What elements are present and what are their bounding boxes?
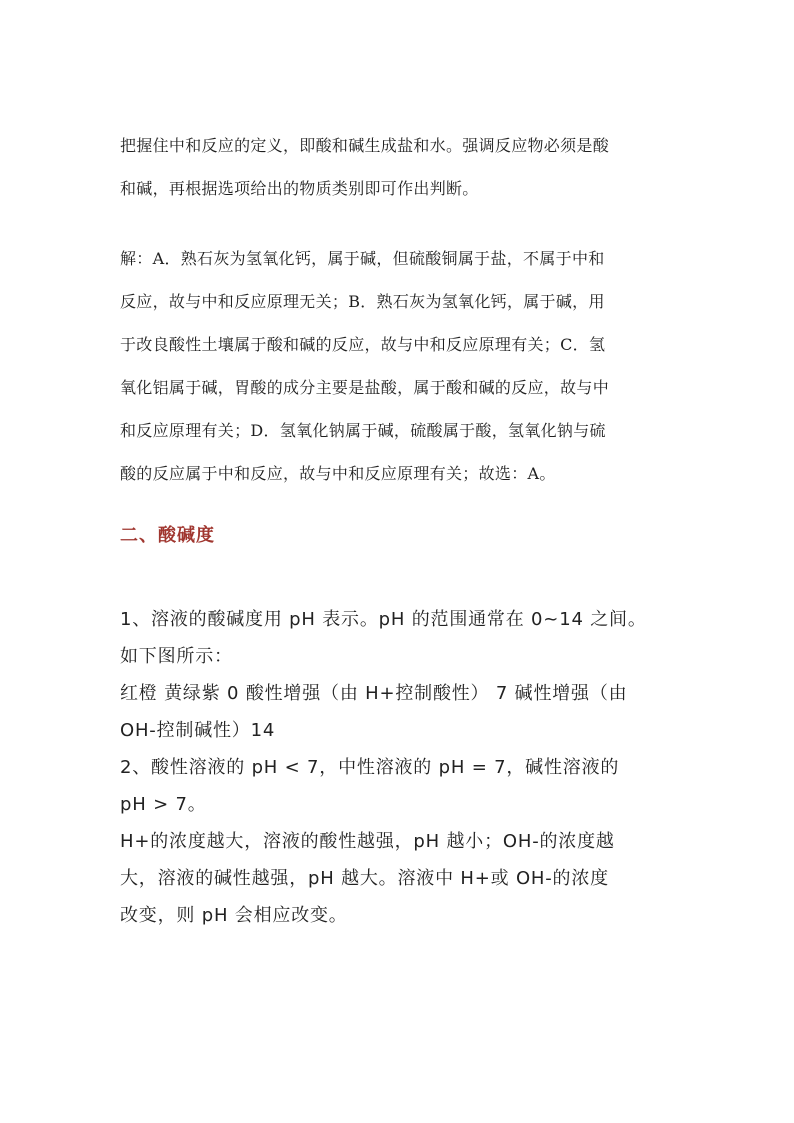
paragraph-gap	[120, 210, 690, 237]
analysis-block	[120, 124, 690, 495]
analysis-line: 把握住中和反应的定义，即酸和碱生成盐和水。强调反应物必须是酸	[120, 136, 610, 155]
section-heading: 二、酸碱度	[120, 525, 215, 546]
solution-line: 和反应原理有关；D．氢氧化钠属于碱，硫酸属于酸，氢氧化钠与硫	[120, 421, 606, 440]
content-line: 红橙 黄绿紫 0 酸性增强（由 H+控制酸性） 7 碱性增强（由	[120, 683, 628, 704]
content-line: 1、溶液的酸碱度用 pH 表示。pH 的范围通常在 0~14 之间。	[120, 609, 647, 630]
solution-line: 反应，故与中和反应原理无关；B．熟石灰为氢氧化钙，属于碱，用	[120, 292, 605, 311]
content-line: OH-控制碱性）14	[120, 720, 276, 741]
solution-line: 氧化铝属于碱，胃酸的成分主要是盐酸，属于酸和碱的反应，故与中	[120, 378, 610, 397]
content-line: 改变，则 pH 会相应改变。	[120, 905, 348, 926]
content-line: 如下图所示：	[120, 646, 233, 667]
solution-line: 酸的反应属于中和反应，故与中和反应原理有关；故选：A。	[120, 464, 556, 483]
content-line: H+的浓度越大，溶液的酸性越强，pH 越小；OH-的浓度越	[120, 831, 615, 852]
solution-line: 于改良酸性土壤属于酸和碱的反应，故与中和反应原理有关；C．氢	[120, 335, 606, 354]
analysis-line: 和碱，再根据选项给出的物质类别即可作出判断。	[120, 179, 479, 198]
content-block	[120, 601, 700, 934]
solution-line: 解：A．熟石灰为氢氧化钙，属于碱，但硫酸铜属于盐，不属于中和	[120, 249, 605, 268]
content-line: 大，溶液的碱性越强，pH 越大。溶液中 H+或 OH-的浓度	[120, 868, 609, 889]
content-line: 2、酸性溶液的 pH < 7，中性溶液的 pH = 7，碱性溶液的	[120, 757, 620, 778]
content-line: pH > 7。	[120, 794, 207, 815]
